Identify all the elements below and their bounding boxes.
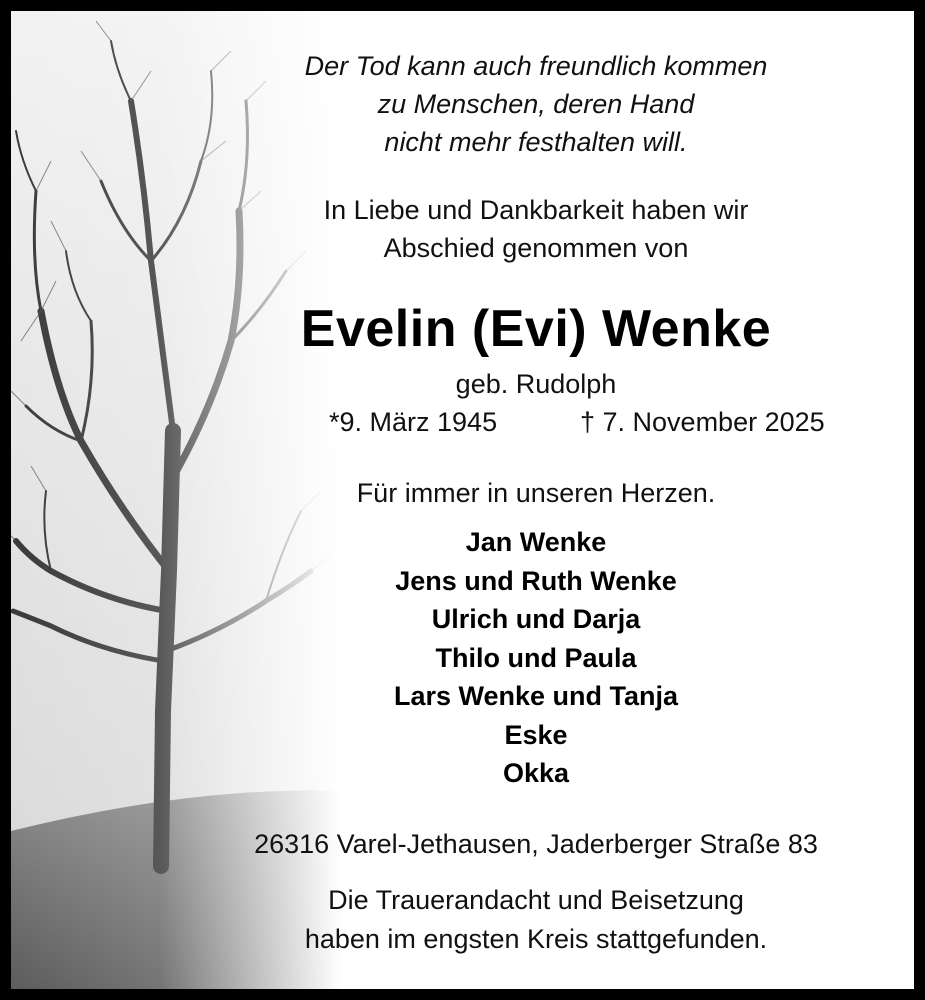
quote-line-3: nicht mehr festhalten will. [384, 127, 688, 157]
intro-line-1: In Liebe und Dankbarkeit haben wir [323, 195, 749, 225]
family-member: Jan Wenke [465, 527, 607, 557]
family-member: Eske [504, 720, 568, 750]
address: 26316 Varel-Jethausen, Jaderberger Straße 83 [254, 829, 818, 859]
obituary-text [11, 11, 914, 989]
intro-line-2: Abschied genommen von [383, 233, 689, 263]
family-member: Thilo und Paula [435, 643, 637, 673]
family-member: Okka [502, 758, 570, 788]
family-member: Jens und Ruth Wenke [395, 566, 677, 596]
family-member: Lars Wenke und Tanja [393, 681, 679, 711]
deceased-name: Evelin (Evi) Wenke [300, 300, 772, 358]
death-date: † 7. November 2025 [580, 407, 825, 437]
family-member: Ulrich und Darja [431, 604, 641, 634]
closing-line-2: haben im engsten Kreis stattgefunden. [304, 924, 768, 954]
quote-line-2: zu Menschen, deren Hand [377, 89, 695, 119]
closing-line-1: Die Trauerandacht und Beisetzung [328, 885, 744, 915]
birth-date: *9. März 1945 [329, 407, 498, 437]
motto: Für immer in unseren Herzen. [356, 478, 716, 508]
birth-name: geb. Rudolph [455, 369, 617, 399]
quote-line-1: Der Tod kann auch freundlich kommen [304, 51, 768, 81]
